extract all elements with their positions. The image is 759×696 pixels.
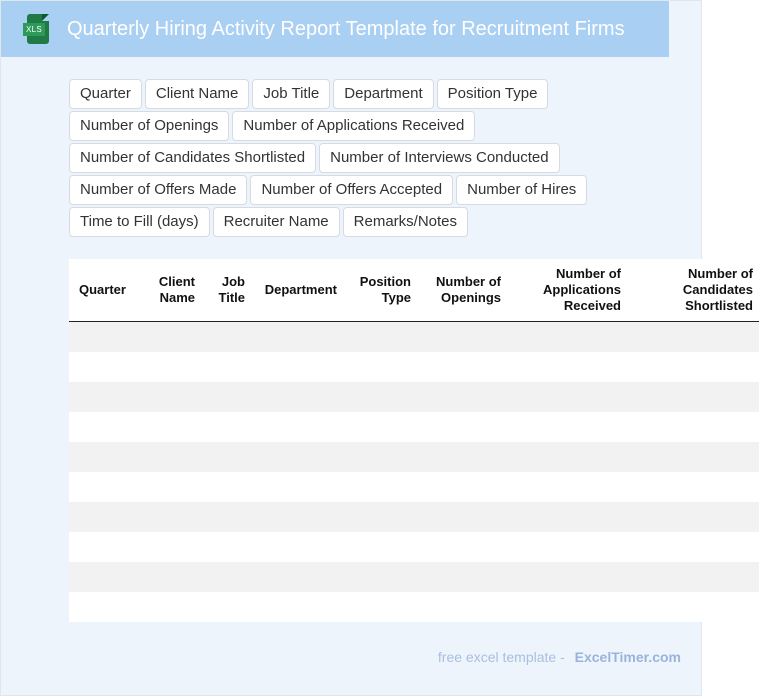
table-cell[interactable]: [69, 592, 141, 622]
table-cell[interactable]: [417, 562, 507, 592]
table-cell[interactable]: [417, 352, 507, 382]
table-header-row: [69, 259, 759, 322]
table-cell[interactable]: [417, 412, 507, 442]
header-banner: [1, 1, 669, 57]
xls-file-icon: [23, 14, 49, 44]
field-chip: Time to Fill (days): [69, 207, 210, 237]
table-cell[interactable]: [507, 412, 627, 442]
table-cell[interactable]: [343, 412, 417, 442]
table-cell[interactable]: [251, 382, 343, 412]
table-cell[interactable]: [627, 412, 759, 442]
table-cell[interactable]: [69, 352, 141, 382]
table-cell[interactable]: [251, 472, 343, 502]
table-cell[interactable]: [507, 592, 627, 622]
table-cell[interactable]: [201, 322, 251, 353]
xls-icon-label: XLS: [23, 23, 45, 36]
table-cell[interactable]: [627, 382, 759, 412]
column-header: Quarter: [69, 259, 141, 322]
table-cell[interactable]: [251, 412, 343, 442]
table-cell[interactable]: [417, 442, 507, 472]
table-cell[interactable]: [141, 412, 201, 442]
table-cell[interactable]: [141, 502, 201, 532]
table-cell[interactable]: [251, 562, 343, 592]
table-cell[interactable]: [417, 472, 507, 502]
table-cell[interactable]: [627, 562, 759, 592]
page-title: Quarterly Hiring Activity Report Template for Recruitment Firms: [67, 17, 625, 40]
table-row: [69, 562, 759, 592]
table-cell[interactable]: [201, 532, 251, 562]
table-row: [69, 442, 759, 472]
report-table-container: [69, 259, 753, 622]
table-cell[interactable]: [627, 502, 759, 532]
table-cell[interactable]: [417, 382, 507, 412]
table-cell[interactable]: [251, 352, 343, 382]
table-row: [69, 352, 759, 382]
table-cell[interactable]: [141, 322, 201, 353]
table-cell[interactable]: [201, 472, 251, 502]
field-chip: Recruiter Name: [213, 207, 340, 237]
field-chip-list: [69, 79, 609, 239]
table-cell[interactable]: [141, 562, 201, 592]
footer-brand-link[interactable]: ExcelTimer.com: [574, 649, 681, 665]
table-cell[interactable]: [343, 532, 417, 562]
table-cell[interactable]: [627, 592, 759, 622]
field-chip: Number of Offers Accepted: [250, 175, 453, 205]
table-row: [69, 472, 759, 502]
footer-credit: [438, 649, 681, 665]
column-header: Client Name: [141, 259, 201, 322]
table-cell[interactable]: [627, 442, 759, 472]
table-cell[interactable]: [627, 322, 759, 353]
field-chip: Position Type: [437, 79, 549, 109]
table-cell[interactable]: [141, 592, 201, 622]
table-cell[interactable]: [343, 382, 417, 412]
table-cell[interactable]: [201, 352, 251, 382]
table-cell[interactable]: [417, 322, 507, 353]
table-cell[interactable]: [201, 442, 251, 472]
table-cell[interactable]: [343, 352, 417, 382]
table-cell[interactable]: [343, 592, 417, 622]
table-cell[interactable]: [201, 562, 251, 592]
field-chip: Number of Interviews Conducted: [319, 143, 559, 173]
field-chip: Number of Candidates Shortlisted: [69, 143, 316, 173]
table-row: [69, 412, 759, 442]
table-cell[interactable]: [627, 352, 759, 382]
table-cell[interactable]: [507, 352, 627, 382]
table-cell[interactable]: [627, 532, 759, 562]
table-cell[interactable]: [141, 442, 201, 472]
table-cell[interactable]: [507, 472, 627, 502]
table-cell[interactable]: [343, 472, 417, 502]
field-chip: Remarks/Notes: [343, 207, 468, 237]
column-header: Number of Candidates Shortlisted: [627, 259, 759, 322]
column-header: Job Title: [201, 259, 251, 322]
column-header: Number of Applications Received: [507, 259, 627, 322]
table-cell[interactable]: [251, 592, 343, 622]
column-header: Number of Openings: [417, 259, 507, 322]
field-chip: Number of Hires: [456, 175, 587, 205]
field-chip: Number of Applications Received: [232, 111, 475, 141]
table-cell[interactable]: [69, 532, 141, 562]
table-cell[interactable]: [627, 472, 759, 502]
table-body: [69, 322, 759, 623]
table-cell[interactable]: [251, 322, 343, 353]
table-cell[interactable]: [507, 562, 627, 592]
table-cell[interactable]: [507, 322, 627, 353]
table-cell[interactable]: [417, 592, 507, 622]
footer-prefix: free excel template -: [437, 649, 565, 665]
table-cell[interactable]: [507, 382, 627, 412]
table-cell[interactable]: [251, 442, 343, 472]
table-cell[interactable]: [201, 502, 251, 532]
table-cell[interactable]: [507, 442, 627, 472]
table-cell[interactable]: [343, 442, 417, 472]
table-cell[interactable]: [201, 592, 251, 622]
table-cell[interactable]: [417, 532, 507, 562]
table-cell[interactable]: [69, 562, 141, 592]
table-cell[interactable]: [201, 382, 251, 412]
table-row: [69, 532, 759, 562]
table-cell[interactable]: [507, 532, 627, 562]
field-chip: Number of Offers Made: [69, 175, 247, 205]
column-header: Position Type: [343, 259, 417, 322]
table-cell[interactable]: [141, 472, 201, 502]
report-table: [69, 259, 759, 622]
table-cell[interactable]: [69, 472, 141, 502]
table-cell[interactable]: [69, 442, 141, 472]
field-chip: Job Title: [252, 79, 330, 109]
table-cell[interactable]: [141, 352, 201, 382]
table-row: [69, 322, 759, 353]
column-header: Department: [251, 259, 343, 322]
table-cell[interactable]: [69, 382, 141, 412]
table-cell[interactable]: [343, 502, 417, 532]
table-cell[interactable]: [251, 532, 343, 562]
field-chip: Number of Openings: [69, 111, 229, 141]
table-row: [69, 502, 759, 532]
table-cell[interactable]: [69, 322, 141, 353]
field-chip: Quarter: [69, 79, 142, 109]
table-cell[interactable]: [201, 412, 251, 442]
table-cell[interactable]: [507, 502, 627, 532]
table-cell[interactable]: [417, 502, 507, 532]
table-row: [69, 382, 759, 412]
table-cell[interactable]: [141, 382, 201, 412]
table-cell[interactable]: [69, 502, 141, 532]
field-chip: Client Name: [145, 79, 250, 109]
table-cell[interactable]: [251, 502, 343, 532]
field-chip: Department: [333, 79, 433, 109]
table-cell[interactable]: [343, 322, 417, 353]
table-cell[interactable]: [69, 412, 141, 442]
table-cell[interactable]: [343, 562, 417, 592]
table-row: [69, 592, 759, 622]
table-cell[interactable]: [141, 532, 201, 562]
